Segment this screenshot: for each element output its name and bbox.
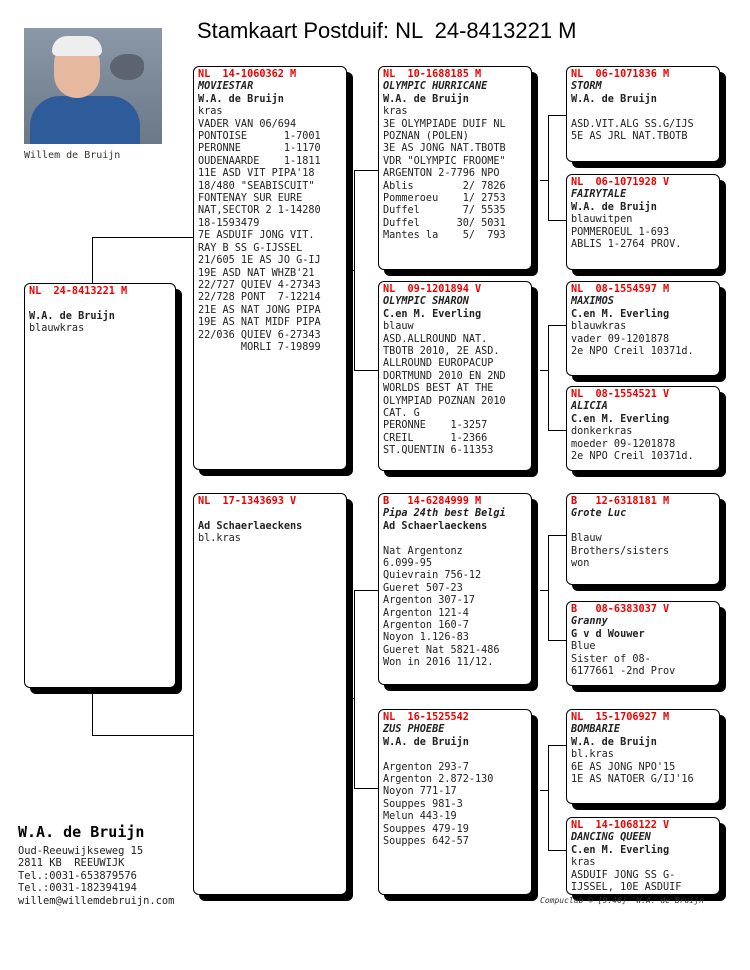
detail-line: Gueret 507-23 [383,582,463,594]
breeder-photo [24,28,162,144]
detail-line: Argenton 293-7 [383,761,469,773]
detail-line: OUDENAARDE 1-1811 [198,155,321,167]
detail-line: CREIL 1-2366 [383,432,488,444]
detail-line: 3E AS JONG NAT.TBOTB [383,143,506,155]
pigeon-name: Pipa 24th best Belgi [383,508,506,520]
detail-line: kras [198,106,223,118]
detail-line: Gueret Nat 5821-486 [383,644,500,656]
detail-line: 2e NPO Creil 10371d. [571,346,694,358]
pigeon-details [571,749,715,786]
detail-line: ASDUIF JONG SS G- [571,869,676,881]
detail-line: Mantes la 5/ 793 [383,230,506,242]
detail-line: won [571,558,590,570]
pigeon-card-mfm [566,601,720,686]
ring-number: NL 10-1688185 M [383,69,482,80]
pigeon-owner: W.A. de Bruijn [571,201,657,213]
pigeon-details [571,426,715,463]
page-title: Stamkaart Postduif: NL 24-8413221 M [197,18,577,43]
detail-line [571,106,715,118]
pigeon-card-mff [566,493,720,585]
detail-line: Sister of 08- [571,653,651,665]
pigeon-details [571,106,715,143]
detail-line: blauwkras [571,321,627,333]
pigeon-name: ALICIA [571,401,608,413]
detail-line: donkerkras [571,426,633,438]
breeder-phone: Tel.:0031-182394194 [18,882,137,895]
detail-line: Souppes 479-19 [383,823,469,835]
ring-number: NL 14-1060362 M [198,69,297,80]
detail-line: ABLIS 1-2764 PROV. [571,239,682,251]
pigeon-name: MAXIMOS [571,296,614,308]
pigeon-card-subject [24,283,176,688]
breeder-email[interactable]: willem@willemdebruijn.com [18,894,175,907]
pigeon-name: FAIRYTALE [571,189,627,201]
pigeon-name: ZUS PHOEBE [383,724,445,736]
pigeon-name: DANCING QUEEN [571,832,651,844]
detail-line: ASD.ALLROUND NAT. [383,333,488,345]
detail-line: Duffel 7/ 5535 [383,205,506,217]
detail-line: blauwitpen [571,214,633,226]
detail-line: 21/605 1E AS JO G-IJ [198,255,321,267]
detail-line: kras [571,857,596,869]
pigeon-details [571,641,715,678]
detail-line: DORTMUND 2010 EN 2ND [383,370,506,382]
detail-line: CAT. G [383,408,420,420]
pigeon-card-father [193,66,347,470]
detail-line: Blauw [571,533,602,545]
pigeon-owner: W.A. de Bruijn [571,736,657,748]
ring-number: NL 08-1554521 V [571,389,670,400]
pigeon-name: OLYMPIC HURRICANE [383,81,488,93]
detail-line [383,749,527,761]
detail-line: 19E AS NAT MIDF PIPA [198,317,321,329]
pigeon-card-fm [378,281,532,471]
pigeon-card-mmm [566,817,720,895]
detail-line: 21E AS NAT JONG PIPA [198,304,321,316]
detail-line: 22/036 QUIEV 6-27343 [198,329,321,341]
pigeon-details [571,321,715,358]
pigeon-card-fmm [566,386,720,471]
pigeon-details [571,857,715,894]
detail-line: VDR "OLYMPIC FROOME" [383,155,506,167]
detail-line: OLYMPIAD POZNAN 2010 [383,395,506,407]
breeder-address-line: Oud-Reeuwijkseweg 15 [18,844,144,857]
detail-line: POMMEROEUL 1-693 [571,226,670,238]
pigeon-card-mf [378,493,532,685]
pigeon-card-fmf [566,281,720,376]
detail-line: WORLDS BEST AT THE [383,383,494,395]
ring-number: NL 24-8413221 M [29,286,128,297]
detail-line: Melun 443-19 [383,811,457,823]
detail-line: PERONNE 1-1170 [198,143,321,155]
pigeon-owner: W.A. de Bruijn [383,736,469,748]
detail-line [383,533,527,545]
pigeon-card-fff [566,66,720,162]
footer-credit: Compuclub © [9.46] W.A. de Bruijn [540,896,704,905]
ring-number: NL 15-1706927 M [571,712,670,723]
detail-line: kras [383,106,408,118]
detail-line: IJSSEL, 10E ASDUIF [571,882,682,894]
pigeon-name: Granny [571,616,608,628]
detail-line: Noyon 771-17 [383,786,457,798]
detail-line [29,298,171,310]
detail-line: 18-1593479 [198,217,260,229]
pigeon-owner: Ad Schaerlaeckens [383,520,488,532]
detail-line: ST.QUENTIN 6-11353 [383,445,494,457]
pigeon-details [383,106,527,242]
detail-line: 11E ASD VIT PIPA'18 [198,168,315,180]
pigeon-owner: C.en M. Everling [571,308,670,320]
detail-line: vader 09-1201878 [571,333,670,345]
ring-number: NL 09-1201894 V [383,284,482,295]
pigeon-details [571,214,715,251]
detail-line: MORLI 7-19899 [198,341,321,353]
detail-line: ALLROUND EUROPACUP [383,358,494,370]
pigeon-owner: Ad Schaerlaeckens [198,520,303,532]
detail-line: Argenton 160-7 [383,620,469,632]
detail-line: Duffel 30/ 5031 [383,217,506,229]
pigeon-details [198,521,342,546]
pigeon-name: MOVIESTAR [198,81,254,93]
pigeon-details [29,298,171,335]
ring-number: NL 06-1071836 M [571,69,670,80]
ring-number: NL 14-1068122 V [571,820,670,831]
detail-line: PERONNE 1-3257 [383,420,488,432]
pigeon-details [198,106,342,354]
detail-line: 1E AS NATOER G/IJ'16 [571,774,694,786]
detail-line: 6.099-95 [383,558,433,570]
detail-line: bl.kras [198,533,241,545]
pigeon-icon [110,54,144,80]
ring-number: NL 16-1525542 [383,712,469,723]
detail-line: ARGENTON 2-7796 NPO [383,168,500,180]
detail-line: 6177661 -2nd Prov [571,666,676,678]
detail-line: Noyon 1.126-83 [383,632,469,644]
pigeon-card-ffm [566,174,720,270]
detail-line: Argenton 2.872-130 [383,774,494,786]
pigeon-card-mmf [566,709,720,804]
detail-line: Quievrain 756-12 [383,570,482,582]
detail-line: blauw [383,321,414,333]
pigeon-owner: W.A. de Bruijn [571,93,657,105]
pigeon-name: BOMBARIE [571,724,621,736]
pigeon-owner: G v d Wouwer [571,628,645,640]
photo-caption: Willem de Bruijn [24,150,121,161]
ring-number: B 08-6383037 V [571,604,670,615]
detail-line: Souppes 642-57 [383,836,469,848]
detail-line: TBOTB 2010, 2E ASD. [383,346,500,358]
ring-number: NL 17-1343693 V [198,496,297,507]
breeder-phone: Tel.:0031-653879576 [18,869,137,882]
detail-line: 6E AS JONG NPO'15 [571,761,676,773]
detail-line: 2e NPO Creil 10371d. [571,451,694,463]
detail-line: ASD.VIT.ALG SS.G/IJS [571,118,694,130]
pigeon-owner: W.A. de Bruijn [383,93,469,105]
detail-line: Blue [571,641,596,653]
detail-line: Won in 2016 11/12. [383,657,494,669]
detail-line: Argenton 307-17 [383,595,476,607]
breeder-address-line: 2811 KB REEUWIJK [18,857,125,870]
detail-line: PONTOISE 1-7001 [198,131,321,143]
detail-line: 7E ASDUIF JONG VIT. [198,230,315,242]
detail-line: blauwkras [29,323,85,335]
pigeon-name: STORM [571,81,602,93]
detail-line: Ablis 2/ 7826 [383,180,506,192]
ring-number: B 14-6284999 M [383,496,482,507]
pigeon-details [383,749,527,848]
detail-line: 18/480 "SEABISCUIT" [198,180,315,192]
pigeon-owner: C.en M. Everling [571,844,670,856]
detail-line: Argenton 121-4 [383,607,469,619]
detail-line: RAY B SS G-IJSSEL [198,242,303,254]
pigeon-owner: C.en M. Everling [383,308,482,320]
pigeon-card-mother [193,493,347,895]
detail-line: 3E OLYMPIADE DUIF NL [383,118,506,130]
detail-line: FONTENAY SUR EURE [198,193,303,205]
detail-line: Pommeroeu 1/ 2753 [383,193,506,205]
pigeon-name: Grote Luc [571,508,627,520]
detail-line [571,521,715,533]
pigeon-owner: W.A. de Bruijn [198,93,284,105]
detail-line: 5E AS JRL NAT.TBOTB [571,131,688,143]
detail-line: 22/728 PONT 7-12214 [198,292,321,304]
ring-number: NL 06-1071928 V [571,177,670,188]
detail-line: moeder 09-1201878 [571,438,676,450]
detail-line: 22/727 QUIEV 4-27343 [198,279,321,291]
pigeon-details [383,321,527,457]
breeder-name: W.A. de Bruijn [18,823,145,841]
pigeon-details [383,533,527,669]
pigeon-owner: W.A. de Bruijn [29,310,115,322]
detail-line: Nat Argentonz [383,545,463,557]
detail-line: Brothers/sisters [571,545,670,557]
pigeon-card-ff [378,66,532,270]
detail-line: bl.kras [571,749,614,761]
pigeon-owner: C.en M. Everling [571,413,670,425]
pigeon-details [571,521,715,571]
detail-line: VADER VAN 06/694 [198,118,297,130]
detail-line: NAT,SECTOR 2 1-14280 [198,205,321,217]
pigeon-card-mm [378,709,532,895]
detail-line: Souppes 981-3 [383,798,463,810]
ring-number: B 12-6318181 M [571,496,670,507]
detail-line: 19E ASD NAT WHZB'21 [198,267,315,279]
breeder-info [18,823,175,908]
pigeon-name: OLYMPIC SHARON [383,296,469,308]
detail-line: POZNAN (POLEN) [383,131,469,143]
ring-number: NL 08-1554597 M [571,284,670,295]
